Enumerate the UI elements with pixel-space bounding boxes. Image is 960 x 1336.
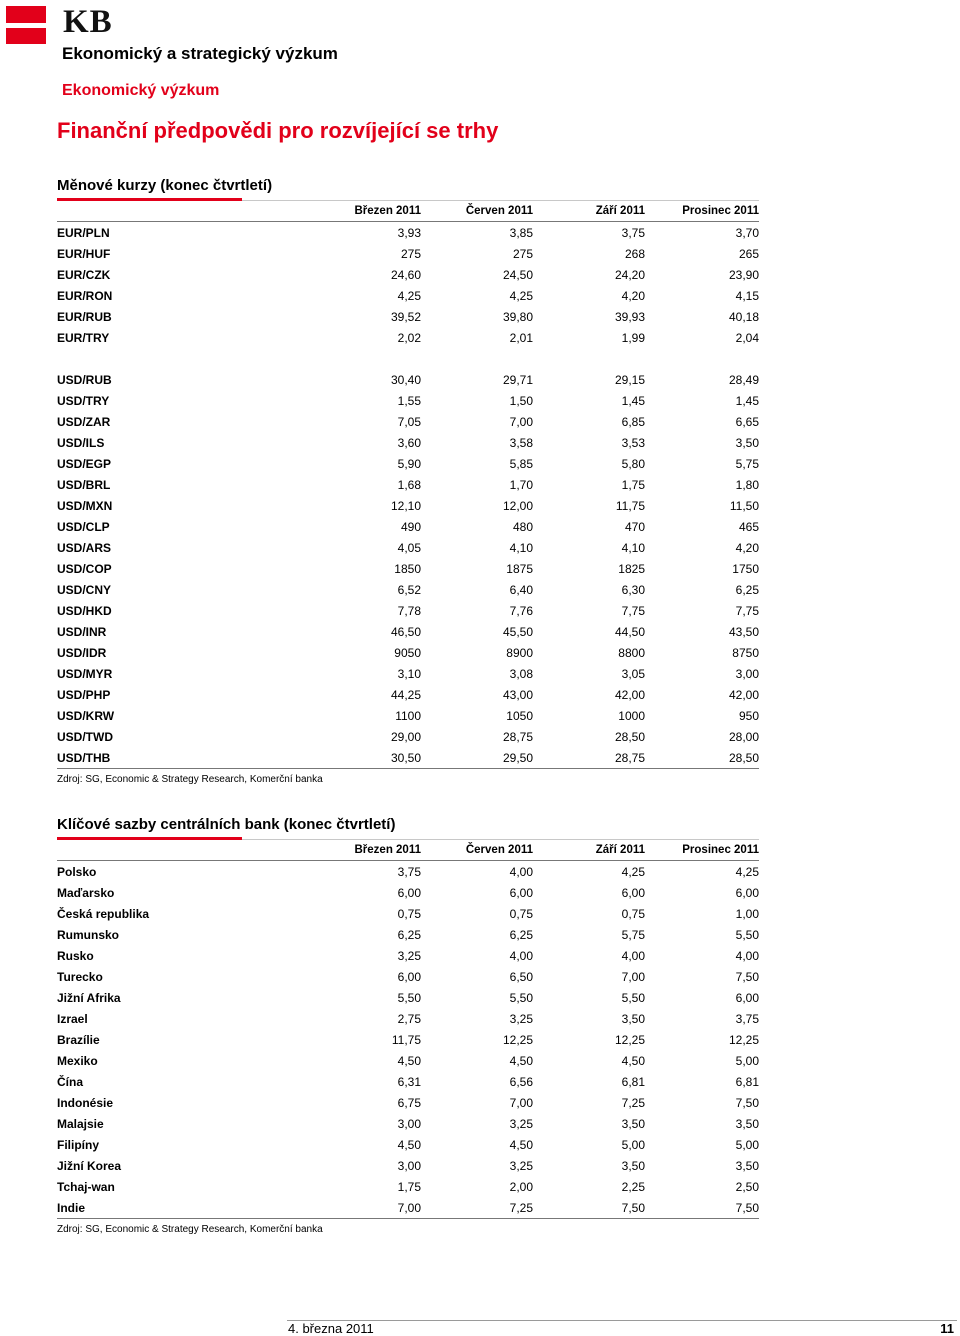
value-cell: 5,90 bbox=[397, 456, 421, 471]
table-row bbox=[57, 642, 759, 663]
value-cell: 3,10 bbox=[397, 666, 421, 681]
value-cell: 8800 bbox=[618, 645, 645, 660]
value-cell: 5,50 bbox=[735, 927, 759, 942]
value-cell: 39,52 bbox=[390, 309, 421, 324]
value-cell: 4,50 bbox=[509, 1137, 533, 1152]
value-cell: 265 bbox=[738, 246, 759, 261]
value-cell: 6,00 bbox=[397, 885, 421, 900]
value-cell: 3,70 bbox=[735, 225, 759, 240]
value-cell: 24,20 bbox=[614, 267, 645, 282]
table-row bbox=[57, 411, 759, 432]
value-cell: 1,45 bbox=[735, 393, 759, 408]
value-cell: 5,00 bbox=[735, 1053, 759, 1068]
table-row bbox=[57, 516, 759, 537]
value-cell: 7,50 bbox=[735, 969, 759, 984]
value-cell: 1,45 bbox=[621, 393, 645, 408]
fx-section-rule bbox=[57, 198, 759, 201]
value-cell: 29,71 bbox=[502, 372, 533, 387]
value-cell: 45,50 bbox=[502, 624, 533, 639]
value-cell: 2,25 bbox=[621, 1179, 645, 1194]
row-label: Mexiko bbox=[57, 1053, 98, 1068]
row-label: Rusko bbox=[57, 948, 94, 963]
value-cell: 4,10 bbox=[621, 540, 645, 555]
value-cell: 7,50 bbox=[735, 1095, 759, 1110]
value-cell: 1,70 bbox=[509, 477, 533, 492]
value-cell: 6,40 bbox=[509, 582, 533, 597]
value-cell: 5,80 bbox=[621, 456, 645, 471]
value-cell: 5,50 bbox=[621, 990, 645, 1005]
value-cell: 1050 bbox=[506, 708, 533, 723]
table-row bbox=[57, 1176, 759, 1197]
value-cell: 275 bbox=[400, 246, 421, 261]
value-cell: 3,75 bbox=[621, 225, 645, 240]
row-label: USD/PHP bbox=[57, 687, 111, 702]
value-cell: 28,00 bbox=[728, 729, 759, 744]
value-cell: 1825 bbox=[618, 561, 645, 576]
value-cell: 6,75 bbox=[397, 1095, 421, 1110]
value-cell: 3,08 bbox=[509, 666, 533, 681]
value-cell: 2,04 bbox=[735, 330, 759, 345]
table-row bbox=[57, 1134, 759, 1155]
value-cell: 30,40 bbox=[390, 372, 421, 387]
table-row bbox=[57, 1113, 759, 1134]
value-cell: 4,50 bbox=[397, 1137, 421, 1152]
row-label: USD/COP bbox=[57, 561, 112, 576]
value-cell: 44,25 bbox=[390, 687, 421, 702]
value-cell: 4,20 bbox=[621, 288, 645, 303]
rates-table-body bbox=[57, 861, 759, 1219]
value-cell: 3,00 bbox=[397, 1116, 421, 1131]
value-cell: 1000 bbox=[618, 708, 645, 723]
table-row bbox=[57, 474, 759, 495]
value-cell: 2,02 bbox=[397, 330, 421, 345]
value-cell: 28,75 bbox=[533, 747, 645, 769]
value-cell: 42,00 bbox=[728, 687, 759, 702]
row-label: Polsko bbox=[57, 864, 97, 879]
row-label: USD/ILS bbox=[57, 435, 105, 450]
table-row bbox=[57, 924, 759, 945]
page-number: 11 bbox=[940, 1321, 954, 1336]
row-label: EUR/RON bbox=[57, 288, 113, 303]
header-title: Ekonomický a strategický výzkum bbox=[62, 44, 338, 63]
fx-col-header: Červen 2011 bbox=[421, 201, 533, 222]
row-label: USD/CLP bbox=[57, 519, 110, 534]
value-cell: 12,10 bbox=[390, 498, 421, 513]
value-cell: 7,00 bbox=[509, 1095, 533, 1110]
value-cell: 7,78 bbox=[397, 603, 421, 618]
value-cell: 1,68 bbox=[397, 477, 421, 492]
value-cell: 28,75 bbox=[502, 729, 533, 744]
table-row bbox=[57, 1071, 759, 1092]
value-cell: 43,50 bbox=[728, 624, 759, 639]
value-cell: 4,15 bbox=[735, 288, 759, 303]
value-cell: 23,90 bbox=[728, 267, 759, 282]
table-row bbox=[57, 663, 759, 684]
value-cell: 7,75 bbox=[621, 603, 645, 618]
rates-section-rule bbox=[57, 837, 759, 840]
fx-col-header: Březen 2011 bbox=[197, 201, 421, 222]
value-cell: 3,25 bbox=[509, 1158, 533, 1173]
value-cell: 6,81 bbox=[621, 1074, 645, 1089]
value-cell: 7,05 bbox=[397, 414, 421, 429]
table-row bbox=[57, 1008, 759, 1029]
row-label: EUR/PLN bbox=[57, 225, 110, 240]
value-cell: 1100 bbox=[395, 708, 421, 723]
rates-section-title: Klíčové sazby centrálních bank (konec čtvrtletí) bbox=[57, 816, 396, 833]
row-label: Indie bbox=[57, 1197, 197, 1219]
value-cell: 11,50 bbox=[729, 498, 759, 513]
table-row bbox=[57, 495, 759, 516]
value-cell: 43,00 bbox=[502, 687, 533, 702]
value-cell: 12,00 bbox=[502, 498, 533, 513]
value-cell: 3,53 bbox=[621, 435, 645, 450]
value-cell: 3,75 bbox=[735, 1011, 759, 1026]
row-label: EUR/RUB bbox=[57, 309, 112, 324]
group-spacer bbox=[57, 348, 759, 369]
value-cell: 5,85 bbox=[509, 456, 533, 471]
value-cell: 4,25 bbox=[397, 288, 421, 303]
row-label: Izrael bbox=[57, 1011, 88, 1026]
value-cell: 3,85 bbox=[509, 225, 533, 240]
value-cell: 4,20 bbox=[735, 540, 759, 555]
row-label: EUR/TRY bbox=[57, 330, 110, 345]
value-cell: 24,60 bbox=[390, 267, 421, 282]
table-row bbox=[57, 600, 759, 621]
value-cell: 3,25 bbox=[509, 1011, 533, 1026]
value-cell: 42,00 bbox=[614, 687, 645, 702]
value-cell: 5,00 bbox=[621, 1137, 645, 1152]
table-row bbox=[57, 882, 759, 903]
rates-section bbox=[57, 815, 759, 1235]
value-cell: 12,25 bbox=[728, 1032, 759, 1047]
row-label: Brazílie bbox=[57, 1032, 100, 1047]
row-label: USD/BRL bbox=[57, 477, 111, 492]
value-cell: 3,25 bbox=[509, 1116, 533, 1131]
value-cell: 0,75 bbox=[621, 906, 645, 921]
fx-section-title: Měnové kurzy (konec čtvrtletí) bbox=[57, 177, 273, 194]
value-cell: 6,00 bbox=[621, 885, 645, 900]
value-cell: 2,00 bbox=[509, 1179, 533, 1194]
rates-col-header: Březen 2011 bbox=[197, 840, 421, 861]
value-cell: 4,50 bbox=[621, 1053, 645, 1068]
fx-col-header: Prosinec 2011 bbox=[645, 201, 759, 222]
fx-col-header: Září 2011 bbox=[533, 201, 645, 222]
value-cell: 4,00 bbox=[509, 864, 533, 879]
value-cell: 28,49 bbox=[728, 372, 759, 387]
row-label: USD/ZAR bbox=[57, 414, 111, 429]
table-row bbox=[57, 684, 759, 705]
rates-col-header: Září 2011 bbox=[533, 840, 645, 861]
row-label: Jižní Afrika bbox=[57, 990, 121, 1005]
value-cell: 5,75 bbox=[621, 927, 645, 942]
value-cell: 28,50 bbox=[614, 729, 645, 744]
rates-table bbox=[57, 840, 759, 1219]
value-cell: 1,55 bbox=[397, 393, 421, 408]
value-cell: 7,25 bbox=[421, 1197, 533, 1219]
value-cell: 7,50 bbox=[533, 1197, 645, 1219]
row-label: USD/RUB bbox=[57, 372, 112, 387]
value-cell: 3,00 bbox=[397, 1158, 421, 1173]
value-cell: 11,75 bbox=[615, 498, 645, 513]
row-label: EUR/HUF bbox=[57, 246, 111, 261]
value-cell: 2,50 bbox=[735, 1179, 759, 1194]
fx-header-blank bbox=[57, 201, 197, 222]
value-cell: 275 bbox=[512, 246, 533, 261]
value-cell: 6,30 bbox=[621, 582, 645, 597]
value-cell: 4,25 bbox=[509, 288, 533, 303]
table-row bbox=[57, 966, 759, 987]
row-label: USD/IDR bbox=[57, 645, 107, 660]
rates-header-blank bbox=[57, 840, 197, 861]
logo-bar bbox=[6, 23, 46, 28]
value-cell: 2,01 bbox=[509, 330, 533, 345]
value-cell: 29,15 bbox=[614, 372, 645, 387]
value-cell: 5,75 bbox=[735, 456, 759, 471]
value-cell: 5,50 bbox=[509, 990, 533, 1005]
value-cell: 1,80 bbox=[735, 477, 759, 492]
value-cell: 1875 bbox=[506, 561, 533, 576]
value-cell: 3,60 bbox=[397, 435, 421, 450]
table-row bbox=[57, 537, 759, 558]
rates-source-note: Zdroj: SG, Economic & Strategy Research, Komerční banka bbox=[57, 1224, 323, 1235]
fx-table bbox=[57, 201, 759, 769]
table-row bbox=[57, 903, 759, 924]
table-row bbox=[57, 945, 759, 966]
row-label: Turecko bbox=[57, 969, 103, 984]
value-cell: 4,05 bbox=[397, 540, 421, 555]
value-cell: 1,50 bbox=[509, 393, 533, 408]
value-cell: 7,00 bbox=[621, 969, 645, 984]
value-cell: 6,81 bbox=[735, 1074, 759, 1089]
kb-logo-mark bbox=[6, 6, 46, 44]
row-label: Malajsie bbox=[57, 1116, 104, 1131]
row-label: Jižní Korea bbox=[57, 1158, 122, 1173]
row-label: USD/MXN bbox=[57, 498, 113, 513]
value-cell: 4,00 bbox=[735, 948, 759, 963]
value-cell: 6,56 bbox=[509, 1074, 533, 1089]
value-cell: 1850 bbox=[394, 561, 421, 576]
row-label: USD/TRY bbox=[57, 393, 110, 408]
table-row bbox=[57, 285, 759, 306]
value-cell: 6,50 bbox=[509, 969, 533, 984]
value-cell: 3,05 bbox=[621, 666, 645, 681]
value-cell: 7,00 bbox=[197, 1197, 421, 1219]
value-cell: 3,50 bbox=[735, 1158, 759, 1173]
value-cell: 3,93 bbox=[397, 225, 421, 240]
table-row bbox=[57, 243, 759, 264]
row-label: Rumunsko bbox=[57, 927, 120, 942]
value-cell: 3,75 bbox=[397, 864, 421, 879]
value-cell: 950 bbox=[738, 708, 759, 723]
row-label: USD/HKD bbox=[57, 603, 112, 618]
value-cell: 6,85 bbox=[621, 414, 645, 429]
row-label: USD/ARS bbox=[57, 540, 112, 555]
row-label: Filipíny bbox=[57, 1137, 99, 1152]
value-cell: 0,75 bbox=[509, 906, 533, 921]
table-row bbox=[57, 432, 759, 453]
value-cell: 6,25 bbox=[735, 582, 759, 597]
value-cell: 3,50 bbox=[621, 1011, 645, 1026]
value-cell: 4,50 bbox=[397, 1053, 421, 1068]
row-label: EUR/CZK bbox=[57, 267, 111, 282]
rates-header-row bbox=[57, 840, 759, 861]
rates-col-header: Červen 2011 bbox=[421, 840, 533, 861]
value-cell: 8750 bbox=[732, 645, 759, 660]
table-row bbox=[57, 747, 759, 769]
value-cell: 3,50 bbox=[735, 1116, 759, 1131]
value-cell: 480 bbox=[512, 519, 533, 534]
value-cell: 9050 bbox=[394, 645, 421, 660]
fx-header-row bbox=[57, 201, 759, 222]
header-subtitle: Ekonomický výzkum bbox=[62, 82, 220, 99]
value-cell: 1,99 bbox=[621, 330, 645, 345]
value-cell: 39,80 bbox=[502, 309, 533, 324]
table-row bbox=[57, 1092, 759, 1113]
table-row bbox=[57, 579, 759, 600]
value-cell: 29,50 bbox=[421, 747, 533, 769]
value-cell: 4,00 bbox=[509, 948, 533, 963]
fx-section bbox=[57, 176, 759, 785]
value-cell: 7,76 bbox=[509, 603, 533, 618]
value-cell: 1,00 bbox=[735, 906, 759, 921]
row-label: USD/KRW bbox=[57, 708, 115, 723]
value-cell: 490 bbox=[400, 519, 421, 534]
fx-source-note: Zdroj: SG, Economic & Strategy Research, Komerční banka bbox=[57, 774, 323, 785]
value-cell: 1,75 bbox=[397, 1179, 421, 1194]
value-cell: 2,75 bbox=[397, 1011, 421, 1026]
value-cell: 7,00 bbox=[509, 414, 533, 429]
value-cell: 11,75 bbox=[391, 1032, 421, 1047]
value-cell: 6,00 bbox=[509, 885, 533, 900]
value-cell: 0,75 bbox=[397, 906, 421, 921]
table-row bbox=[57, 861, 759, 883]
table-row bbox=[57, 327, 759, 348]
value-cell: 39,93 bbox=[614, 309, 645, 324]
row-label: USD/TWD bbox=[57, 729, 113, 744]
value-cell: 268 bbox=[624, 246, 645, 261]
kb-logo-text: KB bbox=[63, 4, 113, 40]
value-cell: 6,25 bbox=[397, 927, 421, 942]
value-cell: 6,31 bbox=[397, 1074, 421, 1089]
value-cell: 470 bbox=[624, 519, 645, 534]
row-label: USD/EGP bbox=[57, 456, 112, 471]
value-cell: 12,25 bbox=[614, 1032, 645, 1047]
value-cell: 12,25 bbox=[502, 1032, 533, 1047]
table-row bbox=[57, 369, 759, 390]
row-label: Česká republika bbox=[57, 906, 150, 921]
page-title: Finanční předpovědi pro rozvíjející se trhy bbox=[57, 118, 499, 143]
value-cell: 4,25 bbox=[621, 864, 645, 879]
table-row bbox=[57, 1197, 759, 1219]
value-cell: 4,50 bbox=[509, 1053, 533, 1068]
value-cell: 4,00 bbox=[621, 948, 645, 963]
row-label: Maďarsko bbox=[57, 885, 115, 900]
table-row bbox=[57, 726, 759, 747]
table-row bbox=[57, 306, 759, 327]
value-cell: 7,50 bbox=[645, 1197, 759, 1219]
table-row bbox=[57, 264, 759, 285]
table-row bbox=[57, 1029, 759, 1050]
value-cell: 7,25 bbox=[621, 1095, 645, 1110]
fx-table-body bbox=[57, 222, 759, 769]
value-cell: 4,25 bbox=[735, 864, 759, 879]
rates-col-header: Prosinec 2011 bbox=[645, 840, 759, 861]
value-cell: 1,75 bbox=[621, 477, 645, 492]
value-cell: 465 bbox=[738, 519, 759, 534]
table-row bbox=[57, 987, 759, 1008]
value-cell: 28,50 bbox=[645, 747, 759, 769]
value-cell: 4,10 bbox=[509, 540, 533, 555]
table-row bbox=[57, 621, 759, 642]
row-label: USD/INR bbox=[57, 624, 107, 639]
value-cell: 29,00 bbox=[390, 729, 421, 744]
row-label: Čína bbox=[57, 1074, 84, 1089]
table-row bbox=[57, 390, 759, 411]
value-cell: 3,50 bbox=[621, 1158, 645, 1173]
value-cell: 3,25 bbox=[397, 948, 421, 963]
value-cell: 6,00 bbox=[735, 885, 759, 900]
value-cell: 1750 bbox=[732, 561, 759, 576]
value-cell: 30,50 bbox=[197, 747, 421, 769]
table-row bbox=[57, 558, 759, 579]
footer-date: 4. března 2011 bbox=[288, 1321, 374, 1336]
table-row bbox=[57, 705, 759, 726]
value-cell: 3,50 bbox=[735, 435, 759, 450]
footer-rule bbox=[287, 1320, 957, 1321]
value-cell: 24,50 bbox=[502, 267, 533, 282]
table-row bbox=[57, 222, 759, 244]
table-row bbox=[57, 1155, 759, 1176]
value-cell: 3,50 bbox=[621, 1116, 645, 1131]
row-label: USD/CNY bbox=[57, 582, 112, 597]
value-cell: 3,00 bbox=[735, 666, 759, 681]
row-label: USD/MYR bbox=[57, 666, 113, 681]
table-row bbox=[57, 453, 759, 474]
value-cell: 7,75 bbox=[735, 603, 759, 618]
row-label: USD/THB bbox=[57, 747, 197, 769]
value-cell: 5,50 bbox=[397, 990, 421, 1005]
value-cell: 44,50 bbox=[614, 624, 645, 639]
row-label: Indonésie bbox=[57, 1095, 114, 1110]
value-cell: 3,58 bbox=[509, 435, 533, 450]
value-cell: 5,00 bbox=[735, 1137, 759, 1152]
table-row bbox=[57, 1050, 759, 1071]
value-cell: 6,00 bbox=[397, 969, 421, 984]
value-cell: 6,52 bbox=[397, 582, 421, 597]
value-cell: 46,50 bbox=[390, 624, 421, 639]
value-cell: 8900 bbox=[506, 645, 533, 660]
value-cell: 6,65 bbox=[735, 414, 759, 429]
value-cell: 6,00 bbox=[735, 990, 759, 1005]
row-label: Tchaj-wan bbox=[57, 1179, 115, 1194]
value-cell: 6,25 bbox=[509, 927, 533, 942]
value-cell: 40,18 bbox=[728, 309, 759, 324]
